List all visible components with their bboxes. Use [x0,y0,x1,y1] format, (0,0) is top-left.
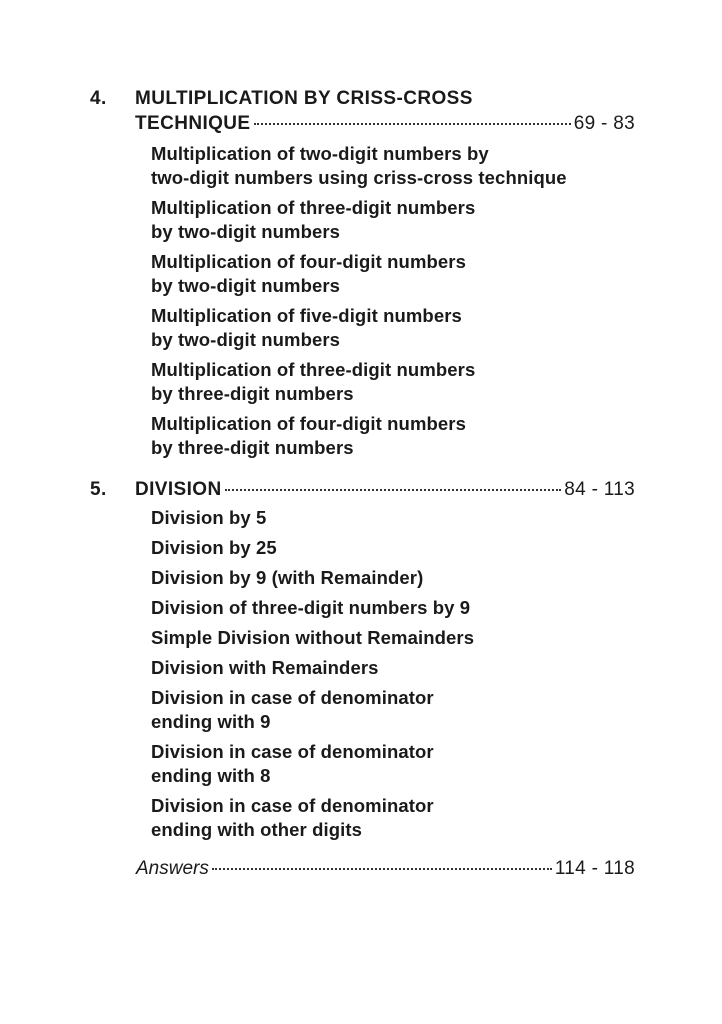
topic-line1: Multiplication of four-digit numbers [151,251,466,272]
chapter-title-line1: MULTIPLICATION BY CRISS-CROSS [135,88,473,109]
dot-leader [212,868,552,870]
topic-line1: Multiplication of four-digit numbers [151,413,466,434]
topic-line2: two-digit numbers using criss-cross technique [151,167,567,188]
chapter-5-heading [90,479,635,501]
chapter-4-heading [90,88,635,110]
list-item [151,686,635,734]
chapter-4-title-line2 [135,113,635,135]
topic-line2: by two-digit numbers [151,329,341,350]
list-item [151,596,635,620]
topic-list [151,506,635,842]
list-item [151,196,635,244]
chapter-number: 5. [90,479,107,500]
chapter-number: 4. [90,88,107,109]
topic-line2: by two-digit numbers [151,275,341,296]
chapter-4 [90,88,635,466]
topic-line1: Division in case of denominator [151,795,434,816]
topic-line2: ending with 8 [151,765,271,786]
topic-line1: Division in case of denominator [151,741,434,762]
topic-line1: Division in case of denominator [151,687,434,708]
topic-line1: Multiplication of five-digit numbers [151,305,462,326]
list-item [151,506,635,530]
topic-line1: Division of three-digit numbers by 9 [151,597,471,618]
list-item [151,566,635,590]
topic-line1: Multiplication of three-digit numbers [151,359,476,380]
page-range: 84 - 113 [564,479,635,500]
topic-line1: Division by 25 [151,537,277,558]
list-item [151,358,635,406]
topic-line1: Division by 5 [151,507,267,528]
list-item [151,626,635,650]
chapter-5 [90,479,635,848]
chapter-title: DIVISION [135,479,222,500]
dot-leader [225,489,562,491]
topic-line1: Simple Division without Remainders [151,627,475,648]
page-range: 114 - 118 [554,858,635,879]
chapter-title-line2: TECHNIQUE [135,113,251,134]
answers-label: Answers [136,858,209,879]
topic-list [151,142,635,460]
list-item [151,142,635,190]
list-item [151,536,635,560]
topic-line2: by three-digit numbers [151,437,354,458]
page-range: 69 - 83 [573,113,635,134]
list-item [151,656,635,680]
dot-leader [254,123,571,125]
list-item [151,740,635,788]
topic-line2: by three-digit numbers [151,383,354,404]
list-item [151,304,635,352]
list-item [151,794,635,842]
topic-line2: by two-digit numbers [151,221,341,242]
topic-line2: ending with other digits [151,819,363,840]
answers-entry [136,858,635,880]
list-item [151,412,635,460]
topic-line1: Division by 9 (with Remainder) [151,567,424,588]
topic-line1: Division with Remainders [151,657,379,678]
list-item [151,250,635,298]
topic-line1: Multiplication of three-digit numbers [151,197,476,218]
topic-line2: ending with 9 [151,711,271,732]
topic-line1: Multiplication of two-digit numbers by [151,143,489,164]
